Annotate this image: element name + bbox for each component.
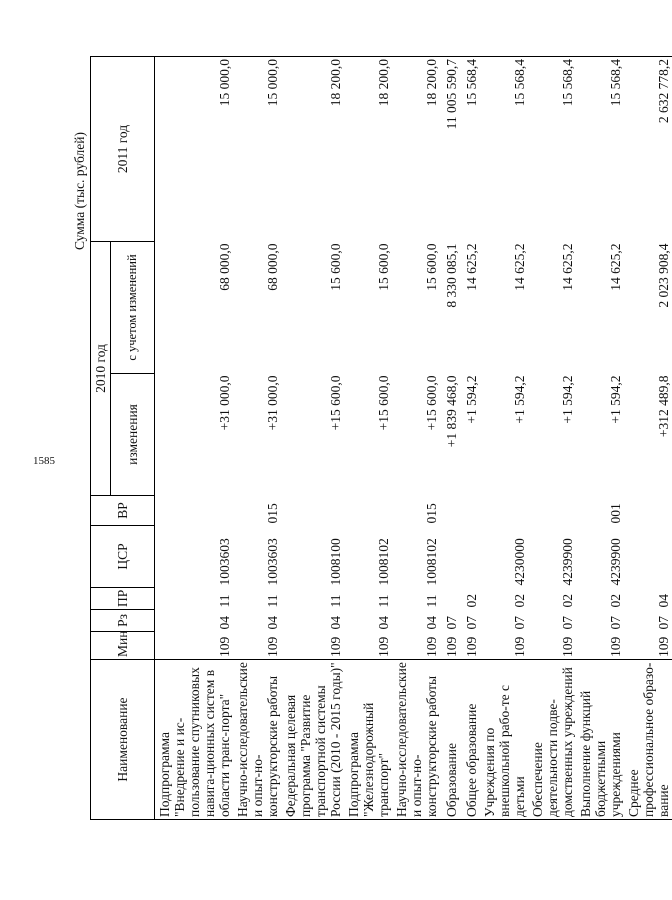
table-row — [155, 57, 234, 820]
col-vr-header: ВР — [91, 496, 155, 526]
row-pr: 04 — [656, 594, 671, 608]
row-pr: 11 — [328, 594, 343, 608]
row-changes: +15 600,0 — [376, 375, 391, 431]
row-rz: 04 — [376, 616, 391, 630]
row-min: 109 — [424, 636, 439, 657]
row-name: Среднее профессиональное образо-вание — [624, 660, 672, 820]
row-pr: 02 — [608, 594, 623, 608]
row-name: Научно-исследовательские и опыт-но-конструкторские работы — [233, 660, 281, 820]
row-name: Подпрограмма "Внедрение и ис-пользование спутниковых навига-ционных систем в области транс-порта" — [155, 660, 234, 820]
row-min: 109 — [265, 636, 280, 657]
row-changes: +1 594,2 — [560, 375, 575, 424]
row-with-changes: 15 600,0 — [328, 243, 343, 291]
row-2011: 18 200,0 — [392, 57, 440, 242]
row-pr — [440, 588, 460, 610]
row-vr — [440, 496, 460, 526]
row-2011: 15 000,0 — [233, 57, 281, 242]
table-row — [344, 57, 392, 820]
row-vr — [281, 496, 344, 526]
row-min: 109 — [512, 636, 527, 657]
row-changes: +31 000,0 — [265, 375, 280, 431]
row-name: Выполнение функций бюджетными учреждениями — [576, 660, 624, 820]
row-name: Общее образование — [460, 660, 480, 820]
row-min: 109 — [656, 636, 671, 657]
row-2011: 15 568,4 — [576, 57, 624, 242]
row-vr: 015 — [265, 503, 280, 524]
row-vr — [344, 496, 392, 526]
row-2011: 15 000,0 — [155, 57, 234, 242]
row-2011: 15 568,4 — [480, 57, 528, 242]
row-csr: 1008100 — [328, 538, 343, 586]
row-with-changes: 14 625,2 — [464, 243, 479, 291]
row-with-changes: 14 625,2 — [512, 243, 527, 291]
table-row — [480, 57, 528, 820]
row-2011: 15 568,4 — [528, 57, 576, 242]
col-2011-header: 2011 год — [91, 57, 155, 242]
row-name: Образование — [440, 660, 460, 820]
row-rz: 04 — [328, 616, 343, 630]
row-2011: 2 632 778,2 — [624, 57, 672, 242]
row-min: 109 — [328, 636, 343, 657]
row-vr: 015 — [424, 503, 439, 524]
row-vr — [624, 496, 672, 526]
row-vr — [460, 496, 480, 526]
row-rz: 04 — [217, 616, 232, 630]
row-csr: 4239900 — [608, 538, 623, 586]
row-rz: 07 — [444, 616, 459, 630]
row-changes: +31 000,0 — [217, 375, 232, 431]
row-with-changes: 14 625,2 — [560, 243, 575, 291]
row-vr: 001 — [608, 503, 623, 524]
row-pr: 02 — [512, 594, 527, 608]
row-name: Подпрограмма "Железнодорожный транспорт" — [344, 660, 392, 820]
row-rz: 07 — [608, 616, 623, 630]
row-2011: 18 200,0 — [281, 57, 344, 242]
row-with-changes: 14 625,2 — [608, 243, 623, 291]
row-name: Учреждения по внешкольной рабо-те с детьми — [480, 660, 528, 820]
row-2011: 11 005 590,7 — [440, 57, 460, 242]
row-changes: +1 839 468,0 — [444, 375, 459, 448]
row-csr: 1008102 — [424, 538, 439, 586]
row-rz: 07 — [656, 616, 671, 630]
row-changes: +1 594,2 — [608, 375, 623, 424]
row-pr: 11 — [424, 594, 439, 608]
budget-table — [90, 56, 672, 820]
col-rz-header: Рз — [91, 610, 155, 632]
row-with-changes: 15 600,0 — [424, 243, 439, 291]
row-min: 109 — [560, 636, 575, 657]
row-name: Федеральная целевая программа "Развитие транспортной системы России (2010 - 2015 годы)" — [281, 660, 344, 820]
col-csr-header: ЦСР — [91, 526, 155, 588]
row-changes: +1 594,2 — [512, 375, 527, 424]
row-changes: +1 594,2 — [464, 375, 479, 424]
row-2011: 18 200,0 — [344, 57, 392, 242]
table-row — [460, 57, 480, 820]
units-caption: Сумма (тыс. рублей) — [72, 132, 87, 250]
page-number: 1585 — [33, 455, 55, 467]
col-changes-header: изменения — [111, 374, 155, 496]
row-rz: 07 — [560, 616, 575, 630]
table-row — [281, 57, 344, 820]
col-name-header: Наименование — [91, 660, 155, 820]
row-with-changes: 68 000,0 — [217, 243, 232, 291]
row-csr — [460, 526, 480, 588]
row-rz: 04 — [424, 616, 439, 630]
table-row — [392, 57, 440, 820]
row-csr — [440, 526, 460, 588]
row-min: 109 — [376, 636, 391, 657]
row-vr — [528, 496, 576, 526]
table-row — [576, 57, 624, 820]
row-rz: 07 — [464, 616, 479, 630]
col-with-changes-header: с учетом изменений — [111, 242, 155, 374]
row-vr — [480, 496, 528, 526]
table-row — [233, 57, 281, 820]
row-csr: 1003603 — [217, 538, 232, 586]
col-min-header: Мин — [91, 632, 155, 660]
row-pr: 11 — [376, 594, 391, 608]
row-rz: 07 — [512, 616, 527, 630]
row-min: 109 — [464, 636, 479, 657]
col-pr-header: ПР — [91, 588, 155, 610]
row-with-changes: 2 023 908,4 — [656, 243, 671, 308]
table-header — [91, 57, 155, 820]
row-name: Научно-исследовательские и опыт-но-конструкторские работы — [392, 660, 440, 820]
row-csr — [624, 526, 672, 588]
row-pr: 11 — [265, 594, 280, 608]
row-csr: 4239900 — [560, 538, 575, 586]
row-with-changes: 15 600,0 — [376, 243, 391, 291]
row-2011: 15 568,4 — [460, 57, 480, 242]
row-rz: 04 — [265, 616, 280, 630]
row-csr: 1003603 — [265, 538, 280, 586]
row-pr: 02 — [464, 594, 479, 608]
row-vr — [155, 496, 234, 526]
row-pr: 02 — [560, 594, 575, 608]
row-changes: +312 489,8 — [656, 375, 671, 438]
table-row — [528, 57, 576, 820]
col-2010-header: 2010 год — [91, 242, 111, 496]
row-pr: 11 — [217, 594, 232, 608]
row-with-changes: 8 330 085,1 — [444, 243, 459, 308]
row-min: 109 — [608, 636, 623, 657]
row-changes: +15 600,0 — [328, 375, 343, 431]
table-body — [155, 57, 672, 820]
row-min: 109 — [217, 636, 232, 657]
row-min: 109 — [444, 636, 459, 657]
row-changes: +15 600,0 — [424, 375, 439, 431]
row-name: Обеспечение деятельности подве-домственных учреждений — [528, 660, 576, 820]
row-with-changes: 68 000,0 — [265, 243, 280, 291]
table-row — [624, 57, 672, 820]
table-row — [440, 57, 460, 820]
row-csr: 1008102 — [376, 538, 391, 586]
row-csr: 4230000 — [512, 538, 527, 586]
